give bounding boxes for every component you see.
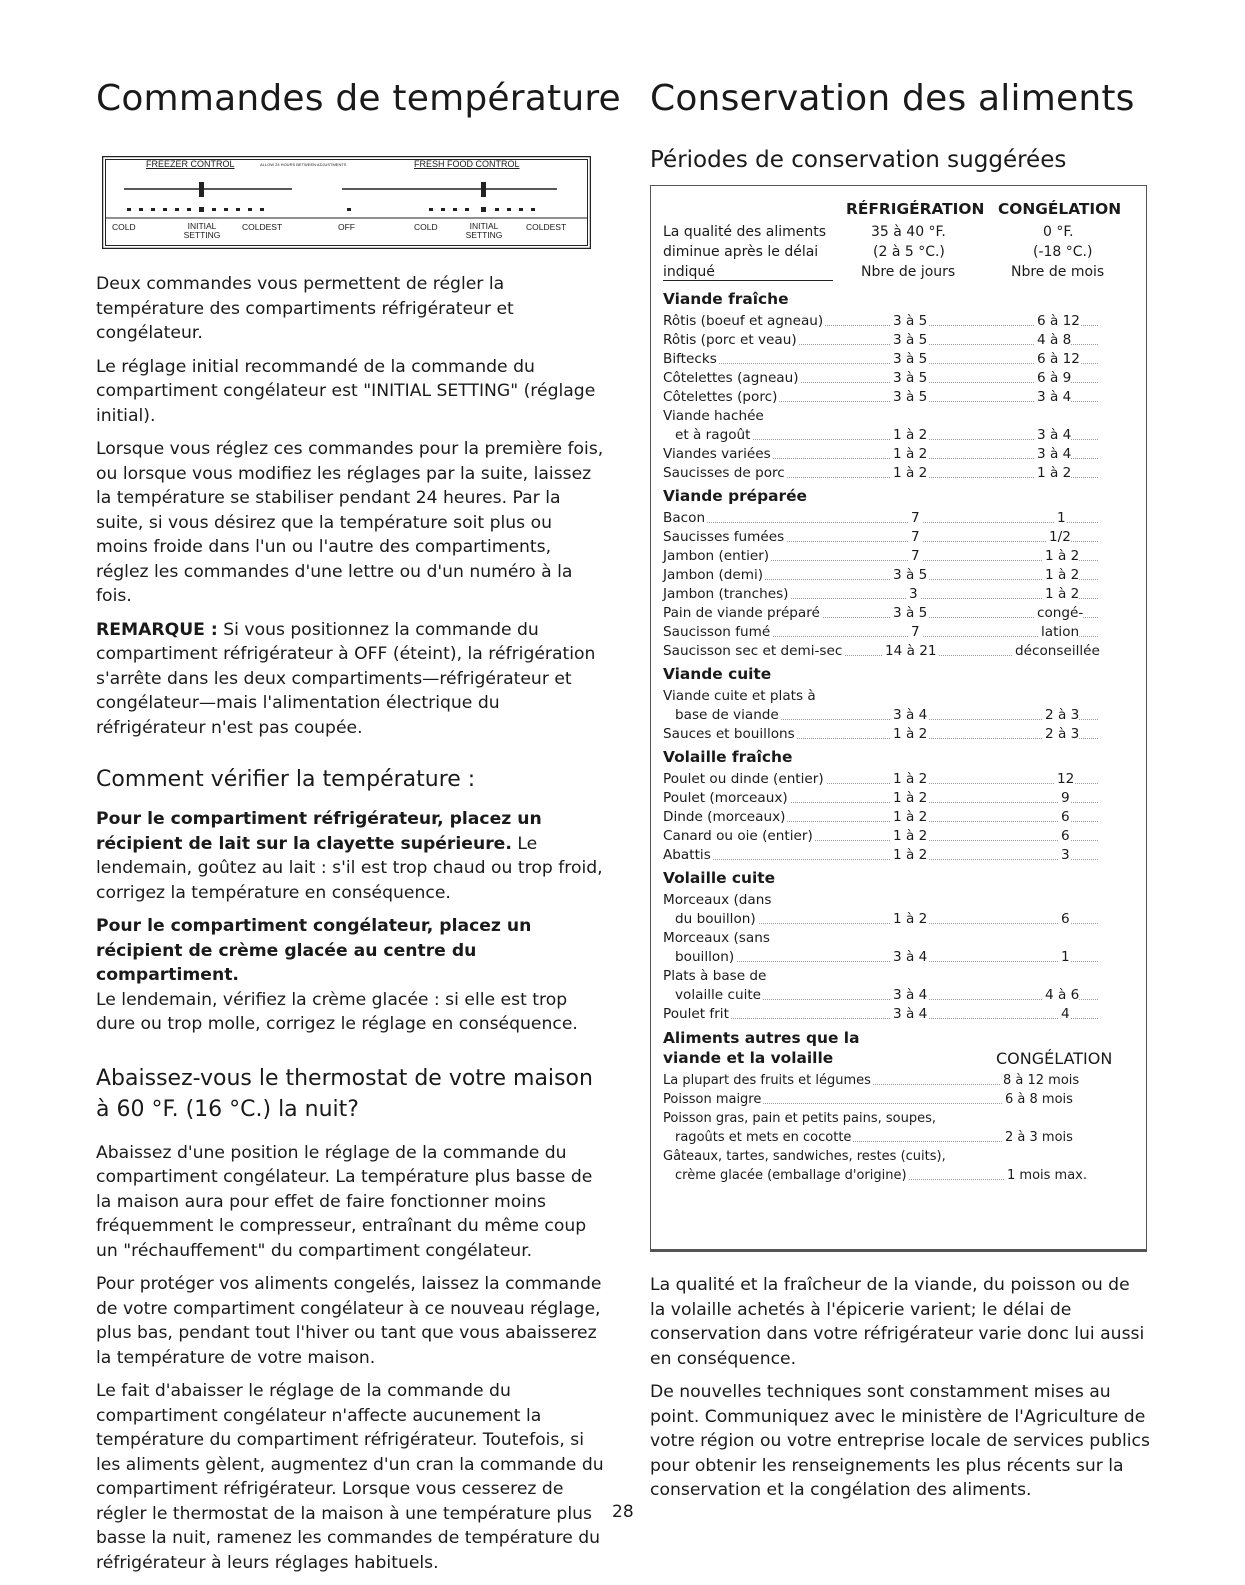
table-row: ragoûts et mets en cocotte 2 à 3 mois xyxy=(663,1128,1138,1147)
heading-thermostat: Abaissez-vous le thermostat de votre maison à 60 °F. (16 °C.) la nuit? xyxy=(96,1065,593,1122)
cong-temp-c: (-18 °C.) xyxy=(1033,244,1093,260)
page-title-conservation: Conservation des aliments xyxy=(650,78,1135,119)
section-fresh-meat: Viande fraîche xyxy=(663,290,789,308)
section-cooked-meat: Viande cuite xyxy=(663,665,772,683)
verify-fridge-text: Le lendemain, goûtez au lait : s'il est trop chaud ou trop froid, corrigez la température en conséquence. xyxy=(96,833,603,903)
table-row: Saucisson sec et demi-sec 14 à 21 déconseillée xyxy=(663,643,1100,659)
verify-fridge-bold: Pour le compartiment réfrigérateur, placez un récipient de lait sur la clayette supérieure. xyxy=(96,809,542,854)
table-row: Canard ou oie (entier) 1 à 2 6 xyxy=(663,827,1138,846)
table-row: Sauces et bouillons 1 à 2 2 à 3 xyxy=(663,725,1138,744)
freezer-control-label: FREEZER CONTROL xyxy=(146,159,235,169)
heading-verify-temperature: Comment vérifier la température : xyxy=(96,767,476,792)
verify-freezer-text: Le lendemain, vérifiez la crème glacée : si elle est trop dure ou trop molle, corrigez le réglage en conséquence. xyxy=(96,989,578,1034)
table-row: bouillon) 3 à 4 1 xyxy=(663,948,1138,967)
table-row: Saucisson fumé 7 lation xyxy=(663,623,1138,642)
table-row: du bouillon) 1 à 2 6 xyxy=(663,910,1138,929)
right-column xyxy=(650,78,1150,1503)
table-row: Rôtis (boeuf et agneau) 3 à 5 6 à 12 xyxy=(663,312,1138,331)
refrig-temp-c: (2 à 5 °C.) xyxy=(873,244,945,260)
table-row: Pain de viande préparé 3 à 5 congé- xyxy=(663,604,1138,623)
table-row: Abattis 1 à 2 3 xyxy=(663,846,1138,865)
section-prepared-meat: Viande préparée xyxy=(663,487,807,505)
section-cooked-poultry: Volaille cuite xyxy=(663,869,776,887)
table-row: La plupart des fruits et légumes 8 à 12 mois xyxy=(663,1073,1080,1088)
remark-label: REMARQUE : xyxy=(96,619,218,640)
table-row: Viandes variées 1 à 2 3 à 4 xyxy=(663,445,1138,464)
table-row-label-only: Poisson gras, pain et petits pains, soupes, xyxy=(663,1111,937,1126)
verify-freezer-bold: Pour le compartiment congélateur, placez un récipient de crème glacée au centre du compartiment. xyxy=(96,916,532,985)
header-refrigeration: RÉFRIGÉRATION xyxy=(846,200,985,218)
table-row: Poisson maigre 6 à 8 mois xyxy=(663,1092,1073,1107)
freezer-scale-coldest: COLDEST xyxy=(242,222,283,232)
fresh-scale-off: OFF xyxy=(338,222,355,232)
thermostat-paragraph-3: Le fait d'abaisser le réglage de la commande du compartiment congélateur n'affecte aucunement la température du compartiment réfrigérateur. Toutefois, si les aliments gèlent, augmentez d'un cran la commande du compartiment réfrigérateur. Lorsque vous cesserez de régler le thermostat de la maison à une température plus basse la nuit, ramenez les commandes de température du réfrigérateur à leurs réglages habituels. xyxy=(96,1381,604,1573)
adjustment-note: ALLOW 24 HOURS BETWEEN ADJUSTMENTS xyxy=(260,162,347,167)
control-panel-graphic xyxy=(102,156,591,249)
section-fresh-poultry: Volaille fraîche xyxy=(663,748,793,766)
intro-paragraph: Deux commandes vous permettent de régler la température des compartiments réfrigérateur et congélateur. xyxy=(96,274,514,343)
cong-temp-f: 0 °F. xyxy=(1043,224,1074,240)
table-row: Dinde (morceaux) 1 à 2 6 xyxy=(663,808,1138,827)
fresh-scale-cold: COLD xyxy=(414,222,438,232)
table-row: Biftecks 3 à 5 6 à 12 xyxy=(663,350,1138,369)
section-other-foods-1: Aliments autres que la xyxy=(663,1029,860,1047)
table-row-label-only: Gâteaux, tartes, sandwiches, restes (cuits), xyxy=(663,1149,946,1164)
fresh-scale-coldest: COLDEST xyxy=(526,222,567,232)
remark-paragraph xyxy=(96,618,606,741)
quality-paragraph: La qualité et la fraîcheur de la viande, du poisson ou de la volaille achetés à l'épicerie varient; le délai de conservation dans votre réfrigérateur varie donc lui aussi en conséquence. xyxy=(650,1275,1145,1369)
intro-line-3: indiqué xyxy=(663,264,833,281)
table-row: Côtelettes (agneau) 3 à 5 6 à 9 xyxy=(663,369,1138,388)
table-row-label-only: Viande hachée xyxy=(663,408,764,424)
initial-setting-paragraph: Le réglage initial recommandé de la commande du compartiment congélateur est "INITIAL SETTING" (réglage initial). xyxy=(96,356,596,426)
table-row-label-only: Morceaux (sans xyxy=(663,930,770,946)
storage-table xyxy=(650,185,1147,1252)
page-number: 28 xyxy=(612,1502,634,1522)
table-row: Saucisses fumées 7 1/2 xyxy=(663,528,1138,547)
table-row-label-only: Morceaux (dans xyxy=(663,892,772,908)
table-row: Saucisses de porc 1 à 2 1 à 2 xyxy=(663,464,1138,483)
refrig-unit: Nbre de jours xyxy=(861,264,956,280)
intro-line-2: diminue après le délai xyxy=(663,244,819,260)
table-row: Poulet ou dinde (entier) 1 à 2 12 xyxy=(663,770,1138,789)
subtitle-storage-periods: Périodes de conservation suggérées xyxy=(650,147,1067,173)
table-row-label-only: Plats à base de xyxy=(663,968,767,984)
page-title-temperature: Commandes de température xyxy=(96,78,621,119)
table-row: Côtelettes (porc) 3 à 5 3 à 4 xyxy=(663,388,1138,407)
table-row: Rôtis (porc et veau) 3 à 5 4 à 8 xyxy=(663,331,1138,350)
header-congelation: CONGÉLATION xyxy=(998,200,1122,218)
freezer-scale-initial: INITIAL SETTING xyxy=(183,221,221,240)
table-row-label-only: Viande cuite et plats à xyxy=(663,688,816,704)
table-row: crème glacée (emballage d'origine) 1 mois max. xyxy=(663,1166,1138,1185)
control-panel-diagram xyxy=(102,156,591,249)
remark-text: Si vous positionnez la commande du compartiment réfrigérateur à OFF (éteint), la réfrigération s'arrête dans les deux compartiments—réfrigérateur et congélateur—mais l'alimentation électrique du réfrigérateur n'est pas coupée. xyxy=(96,619,596,738)
table-row: Jambon (entier) 7 1 à 2 xyxy=(663,547,1138,566)
table-row: Poulet frit 3 à 4 4 xyxy=(663,1005,1138,1024)
adjustment-paragraph: Lorsque vous réglez ces commandes pour la première fois, ou lorsque vous modifiez les réglages par la suite, laissez la température se stabiliser pendant 24 heures. Par la suite, si vous désirez que la température soit plus ou moins froide dans l'un ou l'autre des compartiments, réglez les commandes d'une lettre ou d'un numéro à la fois. xyxy=(96,439,604,606)
section-other-foods-2: viande et la volaille xyxy=(663,1049,834,1067)
table-row: Jambon (demi) 3 à 5 1 à 2 xyxy=(663,566,1138,585)
table-row: volaille cuite 3 à 4 4 à 6 xyxy=(663,986,1138,1005)
fresh-food-control-label: FRESH FOOD CONTROL xyxy=(414,159,520,169)
left-column xyxy=(96,78,621,1575)
fresh-scale-initial: INITIAL SETTING xyxy=(465,221,503,240)
other-foods-congelation-header: CONGÉLATION xyxy=(996,1049,1113,1068)
table-row: et à ragoût 1 à 2 3 à 4 xyxy=(663,426,1138,445)
thermostat-paragraph-2: Pour protéger vos aliments congelés, laissez la commande de votre compartiment congélateur à ce nouveau réglage, plus bas, pendant tout l'hiver ou tant que vous abaisserez la température de votre maison. xyxy=(96,1274,602,1368)
thermostat-paragraph-1: Abaissez d'une position le réglage de la commande du compartiment congélateur. La température plus basse de la maison aura pour effet de faire fonctionner moins fréquemment le compresseur, entraînant du même coup un "réchauffement" du compartiment congélateur. xyxy=(96,1142,593,1261)
table-row: Jambon (tranches) 3 1 à 2 xyxy=(663,585,1138,604)
cong-unit: Nbre de mois xyxy=(1011,264,1105,280)
techniques-paragraph: De nouvelles techniques sont constamment mises au point. Communiquez avec le ministère de l'Agriculture de votre région ou votre entreprise locale de services publics pour obtenir les renseignements les plus récents sur la conservation et la congélation des aliments. xyxy=(650,1382,1150,1500)
intro-line-1: La qualité des aliments xyxy=(663,224,827,240)
table-row: Bacon 7 1 xyxy=(663,509,1138,528)
table-row: base de viande 3 à 4 2 à 3 xyxy=(663,706,1138,725)
freezer-scale-cold: COLD xyxy=(112,222,136,232)
refrig-temp-f: 35 à 40 °F. xyxy=(871,224,946,240)
verify-fridge-paragraph xyxy=(96,807,606,905)
table-row: Poulet (morceaux) 1 à 2 9 xyxy=(663,789,1138,808)
